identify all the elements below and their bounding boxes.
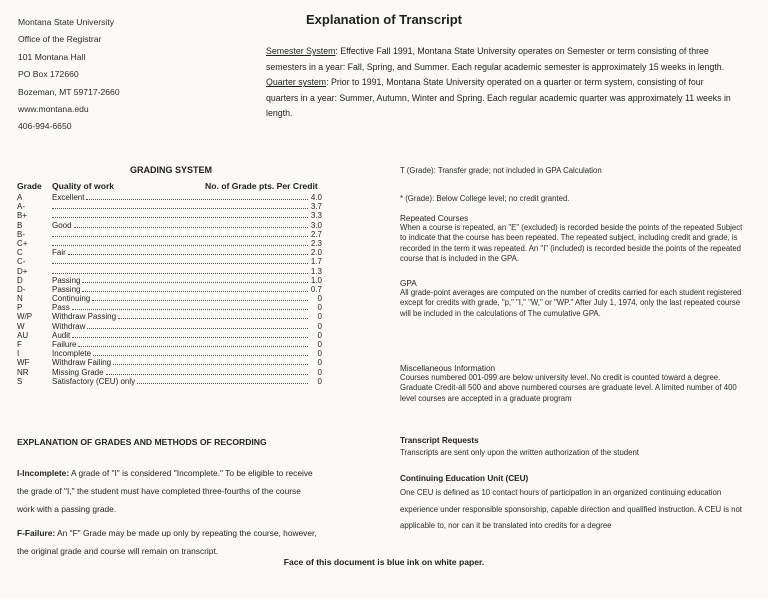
grade-quality: Satisfactory (CEU) only	[52, 376, 136, 386]
grade-letter: C	[17, 248, 23, 258]
grade-row	[17, 368, 322, 377]
dot-leader	[92, 300, 308, 301]
grade-letter: C-	[17, 257, 26, 267]
grade-points: 0	[317, 358, 322, 368]
grade-quality: Failure	[52, 340, 77, 349]
dot-leader	[93, 355, 308, 356]
grade-quality: Good	[52, 220, 72, 230]
grade-row	[17, 257, 322, 266]
grade-row	[17, 248, 322, 257]
grade-points: 3.0	[310, 220, 322, 230]
grade-points: 3.3	[310, 211, 322, 221]
grade-letter: W/P	[17, 312, 33, 322]
dot-leader	[52, 217, 308, 218]
grade-letter: B-	[17, 229, 25, 239]
grade-quality: Missing Grade	[52, 367, 104, 377]
grade-row	[17, 221, 322, 230]
document-footer: Face of this document is blue ink on white paper.	[283, 557, 485, 567]
dot-leader	[52, 236, 308, 237]
grade-letter: I	[17, 349, 20, 359]
grade-points: 0	[317, 312, 322, 322]
grade-row	[17, 267, 322, 276]
grade-quality: Withdraw Failing	[52, 358, 112, 368]
quarter-label: Quarter system	[266, 77, 327, 88]
registrar-address	[18, 14, 120, 136]
term-systems	[266, 44, 736, 122]
dot-leader	[113, 364, 308, 365]
grade-letter: D	[17, 275, 23, 285]
grade-row	[17, 294, 322, 303]
address-line: PO Box 172660	[18, 69, 79, 80]
grade-points: 0	[317, 303, 322, 313]
grade-quality: Passing	[52, 284, 81, 294]
grade-letter: B+	[17, 211, 28, 221]
grade-letter: F	[17, 340, 22, 349]
incomplete-label: I-Incomplete:	[17, 468, 70, 478]
grade-letter: AU	[17, 330, 29, 340]
grade-row	[17, 285, 322, 294]
dot-leader	[74, 227, 308, 228]
dot-leader	[137, 383, 308, 384]
gpa-section	[400, 279, 745, 319]
grade-points: 2.7	[310, 229, 322, 239]
failure-explanation	[17, 524, 317, 560]
grade-letter: NR	[17, 367, 29, 377]
grade-points: 1.3	[310, 266, 322, 276]
grade-row	[17, 377, 322, 386]
dot-leader	[118, 318, 308, 319]
grade-letter: N	[17, 294, 23, 304]
incomplete-explanation	[17, 464, 317, 518]
requests-heading: Transcript Requests	[400, 436, 479, 445]
grade-points: 0	[317, 340, 322, 349]
ceu-heading: Continuing Education Unit (CEU)	[400, 474, 529, 483]
transcript-requests-section	[400, 436, 745, 458]
dot-leader	[52, 273, 308, 274]
grade-quality: Continuing	[52, 294, 91, 304]
grade-quality: Audit	[52, 330, 71, 340]
points-column-header: No. of Grade pts. Per Credit	[205, 181, 318, 191]
grade-row	[17, 331, 322, 340]
grade-points: 0	[317, 367, 322, 377]
dot-leader	[72, 337, 308, 338]
grade-row	[17, 193, 322, 202]
repeated-text: When a course is repeated, an "E" (excluded) is recorded beside the points of the repeated Subject to indicate that the course has been repeated. The repeated subject, including credit and grade, is recorded in the term it was repeated. An "I" (included) is recorded beside the points of the repeated course that is included in the GPA.	[400, 223, 743, 264]
grade-letter: W	[17, 321, 25, 331]
dot-leader	[52, 208, 308, 209]
grade-letter: S	[17, 376, 23, 386]
grade-row	[17, 358, 322, 367]
grade-letter: A	[17, 193, 23, 202]
misc-heading: Miscellaneous Information	[400, 364, 496, 373]
dot-leader	[82, 291, 308, 292]
dot-leader	[72, 309, 308, 310]
grading-table	[17, 193, 322, 386]
semester-system	[266, 44, 736, 75]
grade-points: 0.7	[310, 284, 322, 294]
grade-quality: Excellent	[52, 193, 85, 202]
address-line: 406-994-6650	[18, 121, 72, 132]
grade-points: 4.0	[310, 193, 322, 202]
grade-quality: Withdraw	[52, 321, 86, 331]
failure-label: F-Failure:	[17, 528, 56, 538]
grade-points: 1.7	[310, 257, 322, 267]
grade-quality: Incomplete	[52, 349, 92, 359]
semester-label: Semester System	[266, 46, 336, 56]
address-line: www.montana.edu	[18, 104, 89, 115]
requests-text: Transcripts are sent only upon the written authorization of the student	[400, 448, 639, 457]
grade-column-header: Grade	[17, 181, 42, 191]
grade-letter: P	[17, 303, 23, 313]
grade-row	[17, 202, 322, 211]
grade-letter: D+	[17, 266, 28, 276]
ceu-section	[400, 474, 758, 535]
grade-points: 2.0	[310, 248, 322, 258]
grade-points: 3.7	[310, 202, 322, 212]
grade-points: 0	[317, 321, 322, 331]
transfer-grade-note: T (Grade): Transfer grade; not included in GPA Calculation	[400, 166, 602, 175]
grade-row	[17, 276, 322, 285]
dot-leader	[82, 282, 308, 283]
grade-points: 1.0	[310, 275, 322, 285]
address-line: Bozeman, MT 59717-2660	[18, 86, 120, 97]
grade-points: 0	[317, 294, 322, 304]
grade-points: 0	[317, 376, 322, 386]
grade-row	[17, 239, 322, 248]
semester-text: : Effective Fall 1991, Montana State University operates on Semester or term consisting of three semesters in a year: Fall, Spring, and Summer. Each regular academic semester is approximately 15 weeks in length.	[266, 46, 725, 72]
grade-letter: A-	[17, 202, 25, 212]
grade-quality: Passing	[52, 275, 81, 285]
ceu-text: One CEU is defined as 10 contact hours of participation in an organized continuing education experience under responsible sponsorship, capable direction and qualified instruction. A CEU is not applicable to, nor can it be translated into credits for a degree	[400, 488, 742, 530]
misc-text: Courses numbered 001-099 are below university level. No credit is counted toward a degree. Graduate Credit-all 500 and above numbered courses are graduate level. A limited number of 400 level courses are accepted in a graduate program	[400, 373, 737, 403]
grade-row	[17, 322, 322, 331]
address-line: Office of the Registrar	[18, 34, 102, 45]
quality-column-header: Quality of work	[52, 181, 115, 191]
grade-letter: D-	[17, 284, 26, 294]
grade-points: 0	[317, 349, 322, 359]
incomplete-text: A grade of "I" is considered "Incomplete." To be eligible to receive the grade of "I," the student must have completed three-fourths of the course work with a passing grade.	[17, 468, 313, 514]
grade-quality: Pass	[52, 303, 70, 313]
dot-leader	[52, 263, 308, 264]
grade-points: 2.3	[310, 238, 322, 248]
dot-leader	[106, 374, 308, 375]
dot-leader	[78, 346, 308, 347]
repeated-courses-section	[400, 214, 745, 265]
dot-leader	[52, 245, 308, 246]
failure-text: An "F" Grade may be made up only by repeating the course, however, the original grade and course will remain on transcript.	[17, 528, 317, 556]
grade-row	[17, 303, 322, 312]
grade-row	[17, 312, 322, 321]
explanation-heading: EXPLANATION OF GRADES AND METHODS OF RECORDING	[17, 437, 267, 447]
below-college-note: * (Grade): Below College level; no credit granted.	[400, 194, 570, 203]
address-line: Montana State University	[18, 17, 115, 27]
misc-section	[400, 364, 745, 404]
grading-title: GRADING SYSTEM	[130, 165, 213, 175]
grade-points: 0	[317, 330, 322, 340]
grade-quality: Withdraw Passing	[52, 312, 117, 322]
grade-letter: C+	[17, 238, 28, 248]
repeated-heading: Repeated Courses	[400, 214, 469, 223]
dot-leader	[68, 254, 308, 255]
page-title: Explanation of Transcript	[305, 12, 463, 27]
quarter-system	[266, 75, 736, 122]
grade-row	[17, 230, 322, 239]
grade-row	[17, 349, 322, 358]
dot-leader	[87, 328, 308, 329]
dot-leader	[86, 199, 308, 200]
address-line: 101 Montana Hall	[18, 51, 86, 62]
grade-letter: WF	[17, 358, 30, 368]
gpa-text: All grade-point averages are computed on the number of credits carried for each student registered except for credits with grade, "p," "I," "W," or "WP." After July 1, 1974, only the last repeated course will be included in the calculations of The cumulative GPA.	[400, 288, 742, 318]
grade-letter: B	[17, 220, 23, 230]
grade-quality: Fair	[52, 248, 66, 258]
gpa-heading: GPA	[400, 279, 417, 288]
grade-row	[17, 340, 322, 349]
grade-row	[17, 211, 322, 220]
quarter-text: : Prior to 1991, Montana State University operated on a quarter or term system, consisting of four quarters in a year: Summer, Autumn, Winter and Spring. Each regular academic quarter was approximately 11 weeks in length.	[266, 77, 731, 119]
